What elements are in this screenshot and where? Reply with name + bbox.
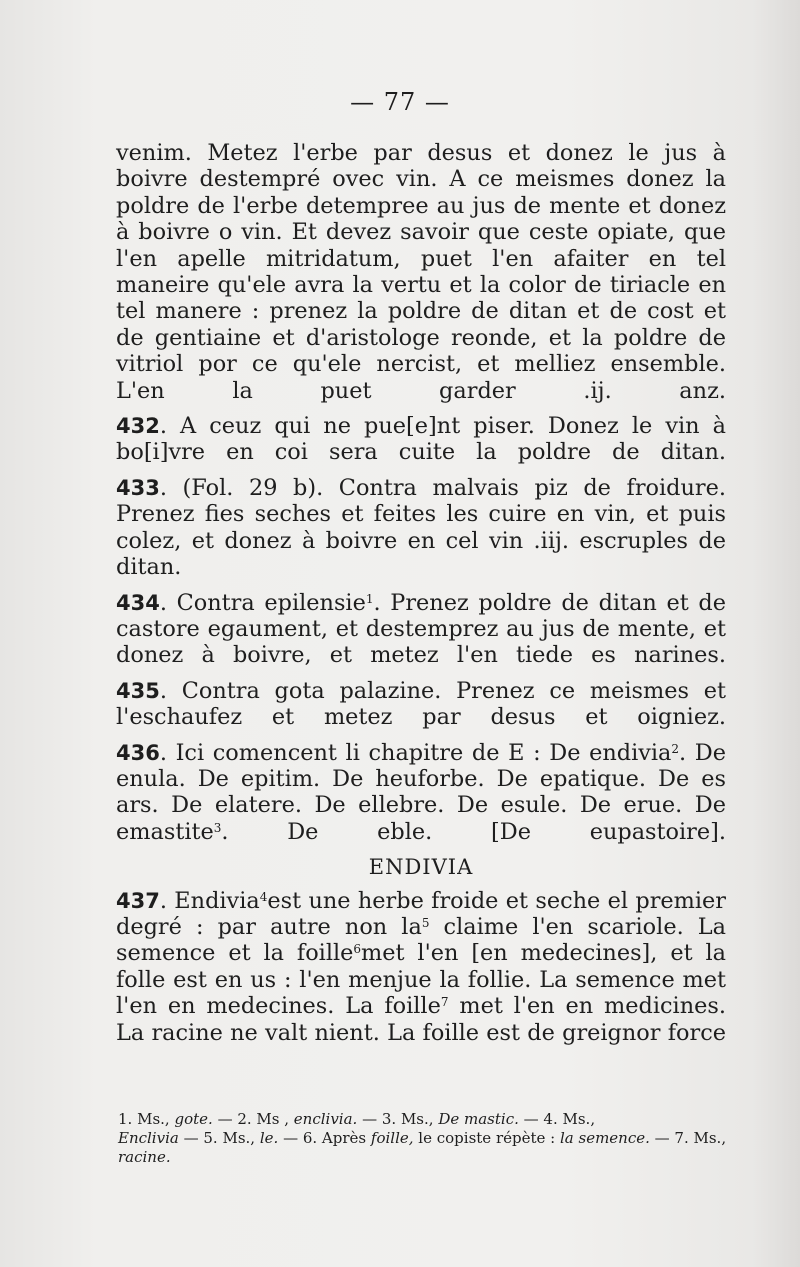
- entry-text: est une herbe froide et seche el premier degré : par autre non la: [116, 887, 727, 940]
- footnote-5: — 5. Ms.,: [183, 1129, 256, 1147]
- entry-text: . Prenez poldre de ditan et de castore egaument, et destemprez au jus de mente, et donez à boivre, et metez l'en tiede es narines.: [116, 589, 727, 669]
- entry-number: 433: [116, 475, 160, 500]
- entry-text: . De eble. [De eupastoire].: [221, 818, 726, 845]
- entry-text: . Contra epilensie: [159, 589, 366, 616]
- entry-432: [116, 413, 726, 466]
- entry-text: met l'en en medicines. La racine ne valt nient. La foille est de greignor force: [116, 993, 726, 1046]
- footnote-ref: 1: [365, 591, 374, 606]
- footnote-ref: 3: [213, 820, 222, 835]
- footnote-3: — 3. Ms.,: [362, 1110, 434, 1128]
- entry-text: . (Fol. 29 b). Contra malvais piz de froidure. Prenez fies seches et feites les cuire en vin, et puis colez, et donez à boivre en cel vin .iij. escruples de ditan.: [116, 474, 726, 581]
- section-heading: ENDIVIA: [368, 855, 474, 880]
- entry-text: . Endivia: [159, 887, 260, 914]
- entry-437: [116, 888, 726, 1046]
- page-number: — 77 —: [350, 88, 450, 116]
- body-text: [116, 140, 726, 1055]
- entry-number: 435: [116, 678, 160, 703]
- footnote-1: 1. Ms.,: [118, 1110, 170, 1128]
- footnote-6-note: le copiste répète :: [418, 1129, 556, 1147]
- footnote-7: — 7. Ms.,: [654, 1129, 727, 1147]
- footnote-2: — 2. Ms ,: [217, 1110, 290, 1128]
- entry-text: . De enula. De epitim. De heuforbe. De epatique. De es ars. De elatere. De ellebre. De esule. De erue. De emastite: [116, 739, 726, 845]
- footnote-3-reading: De mastic.: [438, 1110, 519, 1128]
- entry-435: [116, 678, 726, 731]
- entry-text: . Contra gota palazine. Prenez ce meismes et l'eschaufez et metez par desus et oigniez.: [116, 677, 726, 731]
- footnote-4-reading: Enclivia: [118, 1129, 179, 1147]
- footnote-2-reading: enclivia.: [293, 1110, 358, 1128]
- footnotes: [118, 1110, 728, 1167]
- entry-number: 437: [116, 888, 160, 913]
- entry-text: . Ici comencent li chapitre de E : De endivia: [159, 739, 672, 766]
- footnote-4: — 4. Ms.,: [523, 1110, 596, 1128]
- entry-number: 434: [116, 590, 160, 615]
- footnote-ref: 2: [671, 741, 680, 756]
- entry-text: . A ceuz qui ne pue[e]nt piser. Donez le vin à bo[i]vre en coi sera cuite la poldre de ditan.: [116, 413, 726, 466]
- footnote-ref: 7: [440, 995, 449, 1010]
- footnote-1-reading: gote.: [174, 1110, 213, 1128]
- footnote-ref: 6: [353, 942, 362, 957]
- footnote-ref: 5: [421, 915, 430, 930]
- entry-number: 432: [116, 414, 160, 439]
- entry-436: [116, 740, 726, 846]
- entry-433: [116, 475, 726, 581]
- entry-text: met l'en [en medecines], et la folle est en us : l'en menjue la follie. La semence met l'en en medecines. La foille: [116, 940, 726, 1020]
- entry-number: 436: [116, 740, 160, 765]
- continuation-paragraph: venim. Metez l'erbe par desus et donez le jus à boivre destempré ovec vin. A ce meismes donez la poldre de l'erbe detempree au jus de mente et donez à boivre o vin. Et devez savoir que ceste opiate, que l'en apelle mitridatum, puet l'en afaiter en tel maneire qu'ele avra la vertu et la color de tiriacle en tel manere : prenez la poldre de ditan et de cost et de gentiaine et d'aristologe reonde, et la poldre de vitriol por ce qu'ele nercist, et melliez ensemble. L'en la puet garder .ij. anz.: [116, 140, 726, 404]
- footnote-7-reading: racine.: [118, 1148, 171, 1166]
- entry-434: [116, 590, 726, 669]
- footnote-6-reading: foille,: [370, 1129, 414, 1147]
- footnote-6: — 6. Après: [283, 1129, 367, 1147]
- footnote-ref: 4: [259, 889, 268, 904]
- footnote-5-reading: le.: [259, 1129, 279, 1147]
- entry-text: claime l'en scariole. La semence et la foille: [116, 913, 726, 967]
- footnote-6-reading-2: la semence.: [559, 1129, 650, 1147]
